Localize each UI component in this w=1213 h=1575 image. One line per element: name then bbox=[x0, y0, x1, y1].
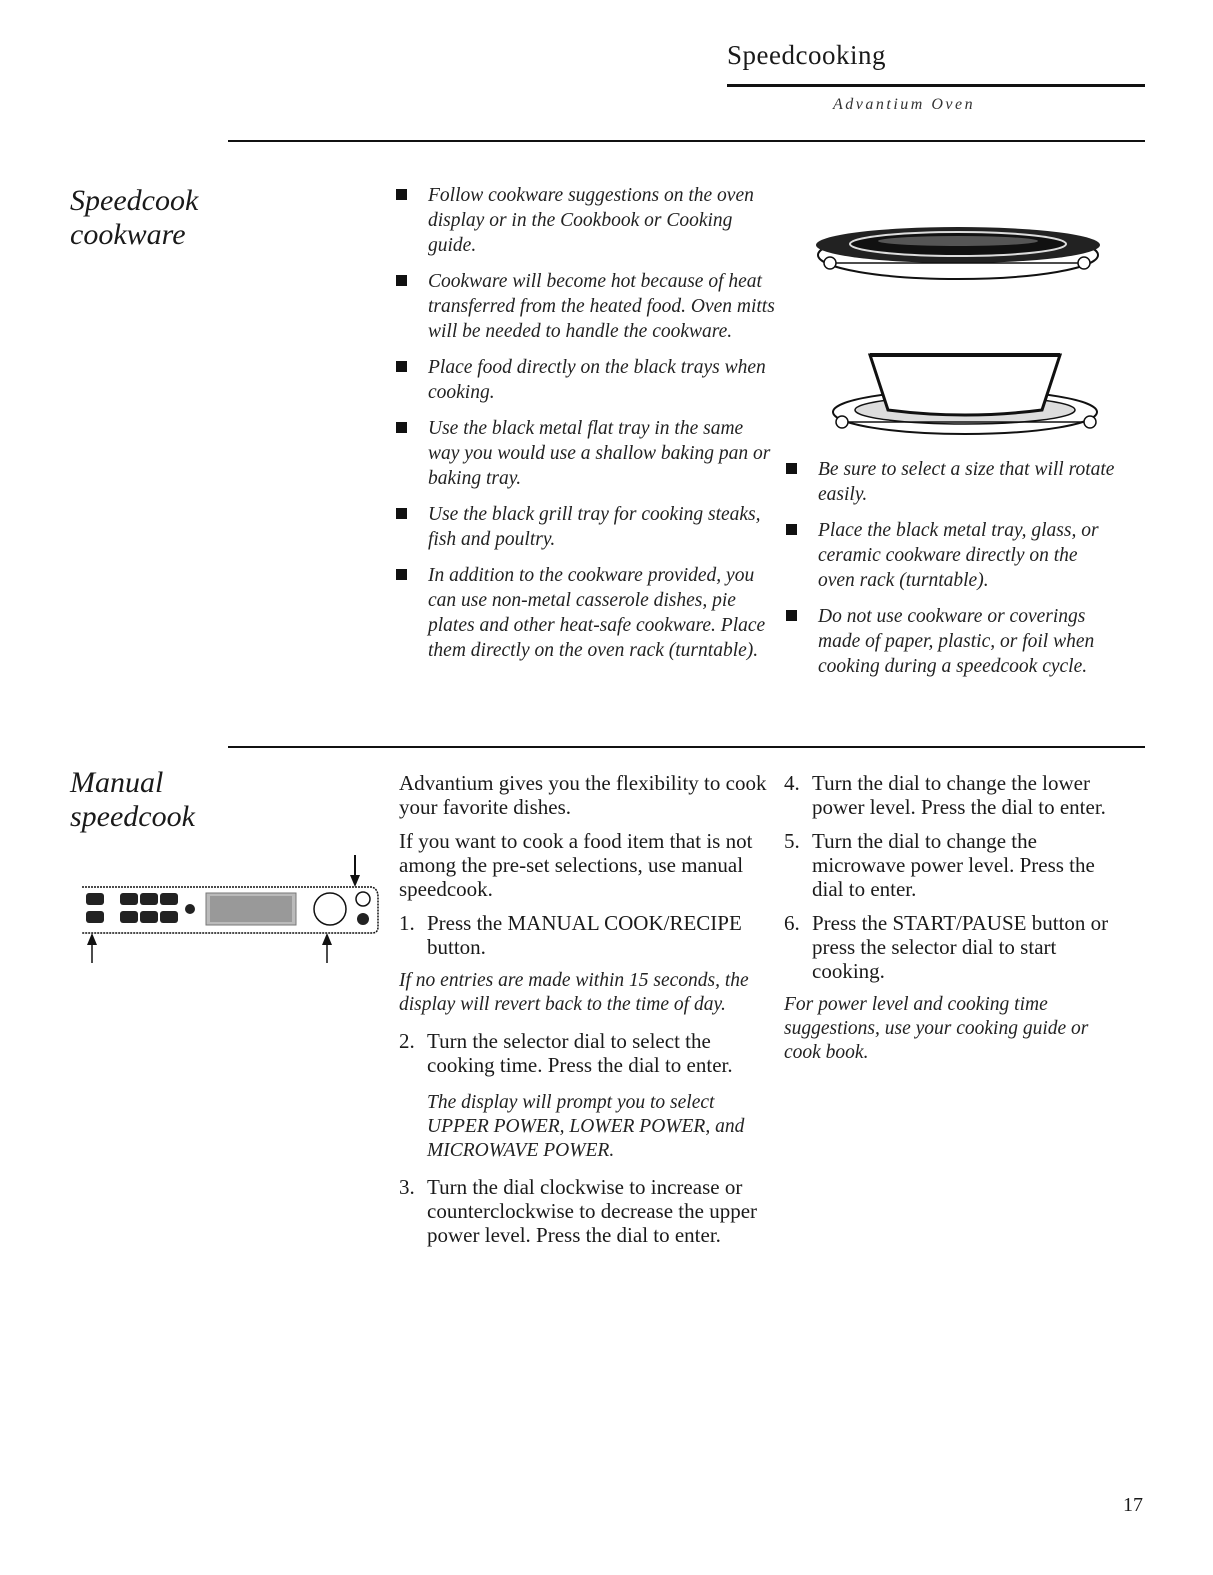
step-note: If no entries are made within 15 seconds, the display will revert back to the time of day. bbox=[399, 970, 749, 1015]
section-title-line: speedcook bbox=[70, 800, 195, 833]
list-item: Place food directly on the black trays when cooking. bbox=[396, 355, 776, 405]
cookware-bullets-right bbox=[786, 457, 1116, 690]
list-item: Place the black metal tray, glass, or ceramic cookware directly on the oven rack (turntable). bbox=[786, 518, 1116, 593]
page-header-title: Speedcooking bbox=[727, 40, 886, 70]
section-title-line: Manual bbox=[70, 766, 164, 799]
bullet-icon bbox=[396, 508, 407, 519]
bullet-icon bbox=[396, 422, 407, 433]
list-item: Use the black metal flat tray in the same way you would use a shallow baking pan or baking tray. bbox=[396, 416, 776, 491]
list-item: Follow cookware suggestions on the oven display or in the Cookbook or Cooking guide. bbox=[396, 183, 776, 258]
intro-paragraph: Advantium gives you the flexibility to cook your favorite dishes. bbox=[399, 771, 767, 819]
list-item: Do not use cookware or coverings made of paper, plastic, or foil when cooking during a speedcook cycle. bbox=[786, 604, 1116, 679]
page-number: 17 bbox=[1123, 1494, 1143, 1516]
flat-tray-illustration bbox=[810, 215, 1105, 295]
bullet-icon bbox=[786, 463, 797, 474]
manual-column-right bbox=[784, 771, 1114, 1077]
casserole-dish-illustration bbox=[820, 350, 1110, 445]
step-item: 4. Turn the dial to change the lower power level. Press the dial to enter. bbox=[784, 771, 1106, 819]
list-item: Cookware will become hot because of heat transferred from the heated food. Oven mitts will be needed to handle the cookware. bbox=[396, 269, 776, 344]
list-item: Use the black grill tray for cooking steaks, fish and poultry. bbox=[396, 502, 776, 552]
bullet-icon bbox=[396, 275, 407, 286]
bullet-icon bbox=[396, 569, 407, 580]
control-panel-illustration bbox=[80, 855, 380, 965]
section-title-manual bbox=[70, 766, 195, 834]
page-header-subtitle: Advantium Oven bbox=[833, 96, 976, 113]
list-item: Be sure to select a size that will rotate easily. bbox=[786, 457, 1116, 507]
step-item: 1. Press the MANUAL COOK/RECIPE button. bbox=[399, 911, 742, 959]
section-divider-top bbox=[228, 140, 1145, 142]
section-title-line: cookware bbox=[70, 218, 186, 251]
manual-column-left bbox=[399, 771, 769, 1257]
step-item: 5. Turn the dial to change the microwave power level. Press the dial to enter. bbox=[784, 829, 1095, 901]
section-divider-middle bbox=[228, 746, 1145, 748]
bullet-icon bbox=[396, 189, 407, 200]
list-item: In addition to the cookware provided, you can use non-metal casserole dishes, pie plates and other heat-safe cookware. Place them directly on the oven rack (turntable). bbox=[396, 563, 776, 663]
intro-paragraph: If you want to cook a food item that is not among the pre-set selections, use manual speedcook. bbox=[399, 829, 753, 901]
bullet-icon bbox=[786, 610, 797, 621]
header-rule bbox=[727, 84, 1145, 87]
step-item: 2. Turn the selector dial to select the cooking time. Press the dial to enter. The display will prompt you to select UPPER POWER, LOWER POWER, and MICROWAVE POWER. bbox=[399, 1029, 769, 1163]
bullet-icon bbox=[396, 361, 407, 372]
closing-note: For power level and cooking time suggestions, use your cooking guide or cook book. bbox=[784, 994, 1089, 1063]
section-title-line: Speedcook bbox=[70, 184, 199, 217]
step-item: 3. Turn the dial clockwise to increase or counterclockwise to decrease the upper power level. Press the dial to enter. bbox=[399, 1175, 758, 1247]
cookware-bullets-left bbox=[396, 183, 776, 674]
step-note: The display will prompt you to select UPPER POWER, LOWER POWER, and MICROWAVE POWER. bbox=[427, 1092, 745, 1161]
section-title-cookware bbox=[70, 184, 198, 252]
step-item: 6. Press the START/PAUSE button or press the selector dial to start cooking. bbox=[784, 911, 1109, 983]
bullet-icon bbox=[786, 524, 797, 535]
